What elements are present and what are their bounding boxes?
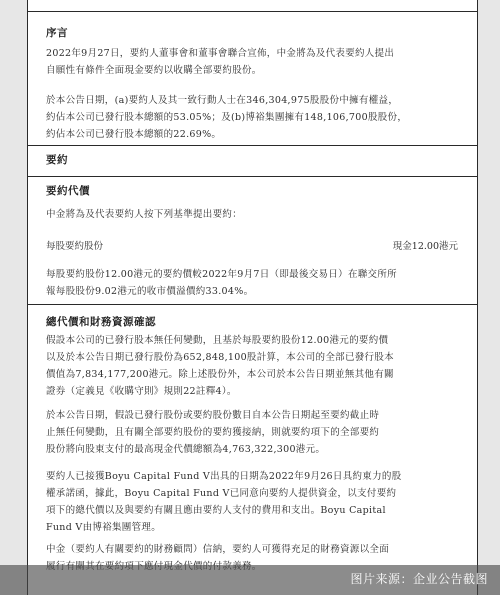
paragraph <box>46 206 460 223</box>
price-label: 每股要約股份 <box>46 241 104 252</box>
text-line: 中金（要約人有關要約的財務顧問）信納，要約人可獲得充足的財務資源以全面 <box>46 544 390 555</box>
text-line: 假設本公司的已發行股本無任何變動，且基於每股要約股份12.00港元的要約價 <box>46 335 389 346</box>
paragraph <box>46 332 460 400</box>
text-line: 報每股股份9.02港元的收市價溢價約33.04%。 <box>46 286 254 297</box>
price-value: 現金12.00港元 <box>392 241 458 252</box>
caption-bar <box>0 565 500 595</box>
text-line: 證券（定義見《收購守則》規則22註釋4）。 <box>46 386 237 397</box>
offer-price-row <box>46 238 458 252</box>
section-rule <box>28 145 477 146</box>
text-line: 止無任何變動，且有關全部要約股份的要約獲接納，則就要約項下的全部要約 <box>46 427 380 438</box>
paragraph <box>46 92 460 143</box>
text-line: 股份將向股東支付的最高現金代價總額為4,763,322,300港元。 <box>46 444 326 455</box>
text-line: 權承諾函，據此，Boyu Capital Fund V已同意向要約人提供資金，以支付要約 <box>46 488 397 499</box>
heading-offer-price: 要約代價 <box>46 185 90 197</box>
text-line: 於本公告日期，假設已發行股份或要約股份數目自本公告日期起至要約截止時 <box>46 410 380 421</box>
text-line: 以及於本公告日期已發行股份為652,848,100股計算，本公司的全部已發行股本 <box>46 352 394 363</box>
section-rule <box>28 176 477 177</box>
paragraph <box>46 468 460 536</box>
text-line: 中金將為及代表要約人按下列基準提出要約： <box>46 209 243 220</box>
text-line: 要約人已接獲Boyu Capital Fund V出具的日期為2022年9月26日具約東力的股 <box>46 471 402 482</box>
heading-offer: 要約 <box>46 154 68 166</box>
heading-total: 總代價和財務資源確認 <box>46 316 156 328</box>
text-line: 每股要約股份12.00港元的要約價較2022年9月7日（即最後交易日）在聯交所所 <box>46 269 397 280</box>
top-rule <box>28 11 477 12</box>
text-line: 約佔本公司已發行股本總額的53.05%；及(b)博裕集團擁有148,106,700股股份， <box>46 112 408 123</box>
text-line: 自願性有條件全面現金要約以收購全部要約股份。 <box>46 65 262 76</box>
heading-preface: 序言 <box>46 27 68 39</box>
text-line: 2022年9月27日，要約人董事會和董事會聯合宣佈，中金將為及代表要約人提出 <box>46 48 395 59</box>
text-line: Fund V由博裕集團管理。 <box>46 522 161 533</box>
section-rule <box>28 304 477 305</box>
paragraph <box>46 45 460 79</box>
paragraph <box>46 407 460 458</box>
watermark-caption: 图片来源：企业公告截图 <box>350 572 488 586</box>
text-line: 於本公告日期，(a)要約人及其一致行動人士在346,304,975股股份中擁有權益， <box>46 95 399 106</box>
text-line: 約佔本公司已發行股本總額的22.69%。 <box>46 129 222 140</box>
text-line: 項下的總代價以及與要約有關且應由要約人支付的費用和支出。Boyu Capital <box>46 505 386 516</box>
paragraph <box>46 266 460 300</box>
document-page <box>27 0 478 595</box>
text-line: 價值為7,834,177,200港元。除上述股份外，本公司於本公告日期並無其他有關 <box>46 369 394 380</box>
